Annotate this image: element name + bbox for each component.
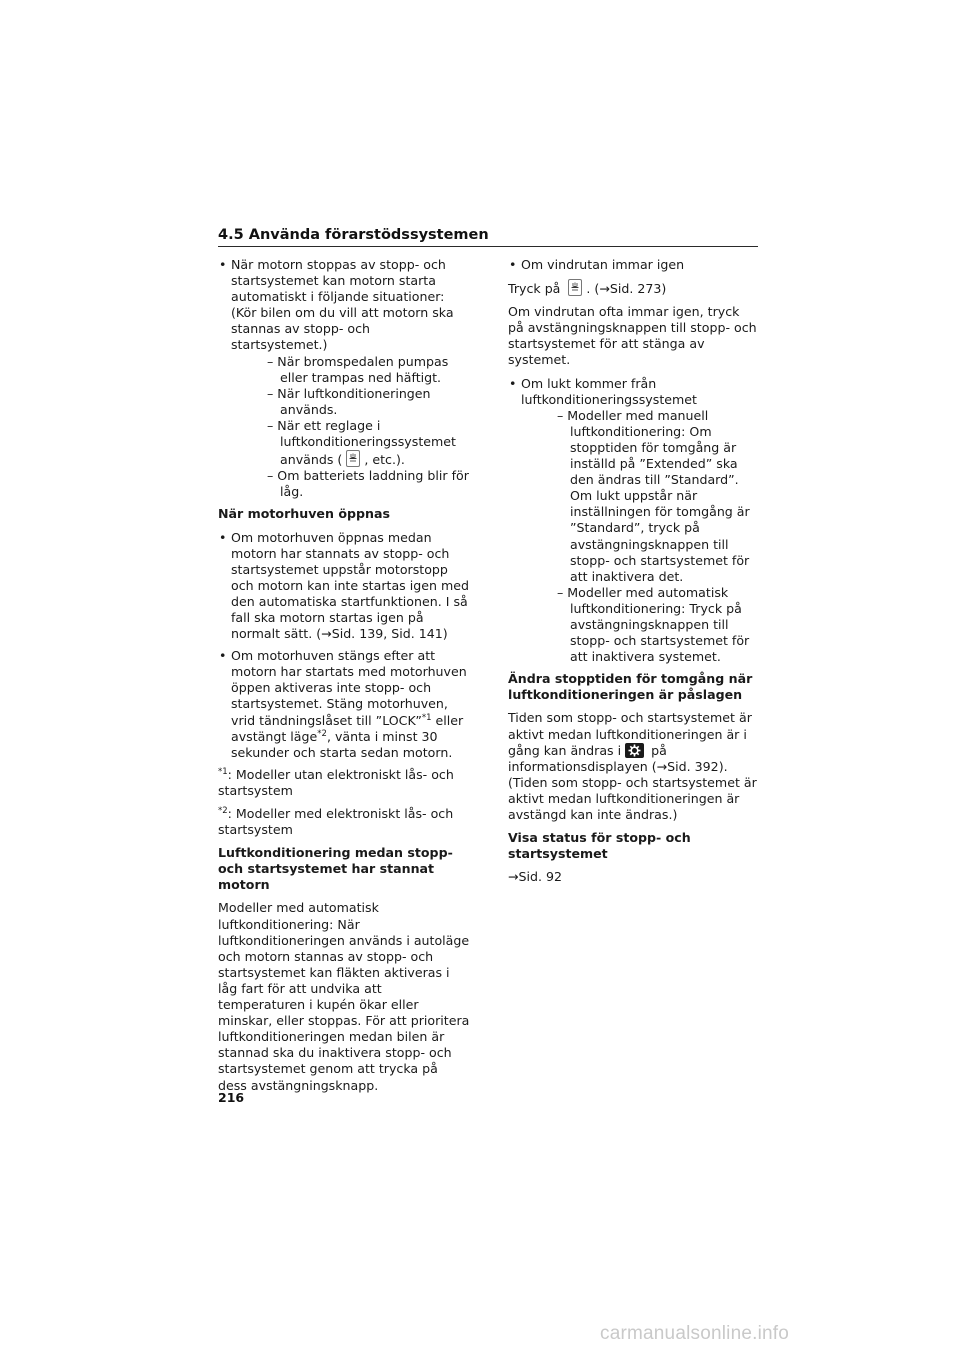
sub-item: – Modeller med automatisk luftkonditionering: Tryck på avstängningsknappen till stopp- och startsystemet för att inaktivera systemet. (557, 584, 750, 665)
right-column (508, 257, 758, 892)
windshield-defroster-icon (346, 450, 360, 467)
sub-item: – Om batteriets laddning blir för låg. (267, 468, 469, 500)
subheading: Luftkonditionering medan stopp- och startsystemet har stannat motorn (218, 845, 453, 893)
list-item: • Om motorhuven stängs efter att motorn har startats med motorhuven öppen aktiveras inte stopp- och startsystemet. Stäng motorhuven, vrid tändningslåset till ”LOCK”$^{*1}$ eller avstängt läge$^{*2}$, vänta i minst 30 sekunder och starta sedan motorn. (218, 648, 470, 761)
footnote: $^{*2}$: Modeller med elektroniskt lås- och startsystem (218, 805, 454, 838)
list-item (508, 376, 758, 666)
list-item (218, 257, 470, 500)
sub-item: – När ett reglage i luftkonditioneringssystemet används ( , etc.). (267, 417, 456, 468)
footnote-ref: *2 (317, 728, 327, 739)
list-item: • Om motorhuven öppnas medan motorn har stannats av stopp- och startsystemet uppstår motorstopp och motorn kan inte startas igen med den automatiska startfunktionen. I så fall ska motorn startas igen på normalt sätt. (→Sid. 139, Sid. 141) (218, 530, 470, 643)
page-number: 216 (218, 1090, 245, 1105)
settings-gear-icon (625, 743, 644, 758)
footnote: $^{*1}$: Modeller utan elektroniskt lås- och startsystem (218, 766, 454, 798)
paragraph: Om vindrutan ofta immar igen, tryck på avstängningsknappen till stopp- och startsystemet för att stänga av systemet. (508, 304, 757, 368)
bullet-text: • Om lukt kommer från luftkonditioneringssystemet (521, 375, 697, 407)
section-header (218, 224, 758, 247)
windshield-defroster-icon (568, 279, 582, 296)
watermark: carmanualsonline.info (600, 1323, 790, 1344)
list-item: • Om vindrutan immar igen (508, 257, 758, 273)
bullet-text: • När motorn stoppas av stopp- och startsystemet kan motorn starta automatiskt i följande situationer: (Kör bilen om du vill att motorn ska stannas av stopp- och startsystemet.) (231, 257, 454, 353)
left-column (218, 257, 470, 1101)
subheading: Visa status för stopp- och startsystemet (508, 830, 691, 862)
page-reference: →Sid. 92 (508, 869, 563, 885)
paragraph: Modeller med automatisk luftkonditionering: När luftkonditioneringen används i autoläge och motorn stannas av stopp- och startsystemet kan fläkten aktiveras i låg fart för att undvika att temperaturen i kupén ökar eller minskar, eller stoppas. För att prioritera luftkonditioneringen medan bilen är stannad ska du inaktivera stopp- och startsystemet genom att trycka på dess avstängningsknapp. (218, 900, 470, 1093)
section-title: 4.5 Använda förarstödssystemen (218, 227, 489, 243)
sub-item: – När luftkonditioneringen används. (267, 385, 431, 417)
subheading: När motorhuven öppnas (218, 506, 390, 522)
paragraph: Tryck på . (→Sid. 273) (508, 281, 667, 297)
paragraph: Tiden som stopp- och startsystemet är aktivt medan luftkonditioneringen är i gång kan ändras i på informationsdisplayen (→Sid. 392). (Tiden som stopp- och startsystemet är aktivt medan luftkonditioneringen är avstängd kan inte ändras.) (508, 710, 757, 822)
footnote-ref: *1 (421, 712, 432, 723)
sub-item: – När bromspedalen pumpas eller trampas ned häftigt. (267, 353, 449, 385)
sub-item: – Modeller med manuell luftkonditionering: Om stopptiden för tomgång är inställd på ”Extended” ska den ändras till ”Standard”. Om lukt uppstår när inställningen för tomgång är ”Standard”, tryck på avstängningsknappen till stopp- och startsystemet för att inaktivera det. (557, 407, 750, 584)
subheading: Ändra stopptiden för tomgång när luftkonditioneringen är påslagen (508, 671, 753, 703)
